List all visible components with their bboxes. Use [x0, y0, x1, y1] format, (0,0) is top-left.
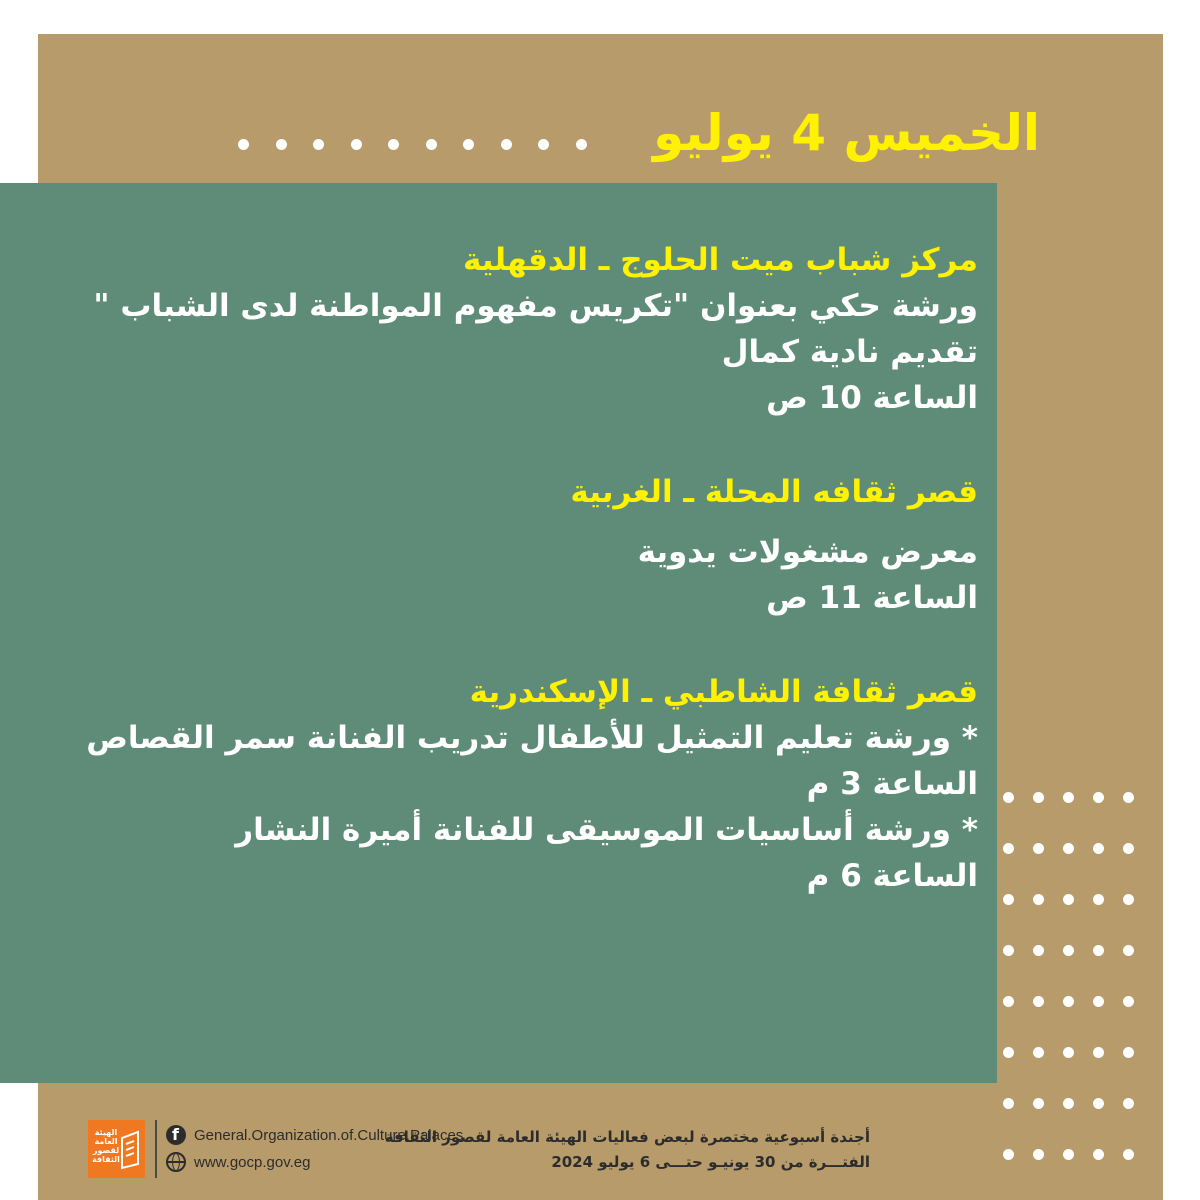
decorative-dot	[1003, 894, 1014, 905]
decorative-dot	[1033, 945, 1044, 956]
decorative-dot	[1033, 792, 1044, 803]
decorative-dot	[1003, 1149, 1014, 1160]
decorative-dot	[1033, 1047, 1044, 1058]
gocp-logo	[88, 1120, 145, 1178]
decorative-dots-grid	[1003, 792, 1143, 1172]
decorative-dot	[1063, 1047, 1074, 1058]
globe-icon	[166, 1152, 186, 1172]
decorative-dot	[1093, 996, 1104, 1007]
decorative-dot	[1093, 792, 1104, 803]
event-time: الساعة 6 م	[806, 858, 978, 894]
decorative-dot	[1093, 1047, 1104, 1058]
decorative-dot	[1003, 843, 1014, 854]
event-line: * ورشة أساسيات الموسيقى للفنانة أميرة النشار	[235, 812, 978, 848]
decorative-dot	[1093, 1098, 1104, 1109]
event-block	[78, 237, 978, 421]
decorative-dot	[1123, 945, 1134, 956]
decorative-dot	[1033, 1149, 1044, 1160]
decorative-dot	[1123, 792, 1134, 803]
decorative-dot	[1003, 996, 1014, 1007]
event-line: تقديم نادية كمال	[721, 334, 978, 370]
event-time: الساعة 3 م	[806, 766, 978, 802]
decorative-dot	[1123, 843, 1134, 854]
event-time: الساعة 10 ص	[766, 380, 978, 416]
decorative-dot	[1003, 1098, 1014, 1109]
decorative-dot	[576, 139, 587, 150]
day-title	[620, 104, 1040, 184]
facebook-icon	[166, 1125, 186, 1145]
decorative-dot	[1093, 843, 1104, 854]
event-time: الساعة 11 ص	[766, 580, 978, 616]
decorative-dot	[1123, 996, 1134, 1007]
event-venue: قصر ثقافه المحلة ـ الغربية	[570, 474, 978, 510]
decorative-dot	[1003, 792, 1014, 803]
decorative-dot	[1093, 945, 1104, 956]
decorative-dot	[1123, 1149, 1134, 1160]
decorative-dot	[238, 139, 249, 150]
decorative-dot	[1123, 894, 1134, 905]
decorative-dot	[1033, 1098, 1044, 1109]
website-link[interactable]	[166, 1149, 310, 1175]
decorative-dot	[1063, 1098, 1074, 1109]
decorative-dot	[1123, 1047, 1134, 1058]
decorative-dots-row	[238, 139, 583, 151]
decorative-dot	[1003, 1047, 1014, 1058]
decorative-dot	[463, 139, 474, 150]
event-venue: مركز شباب ميت الحلوج ـ الدقهلية	[462, 242, 978, 278]
facebook-page-text: General.Organization.of.Culture.Palaces	[194, 1126, 464, 1144]
event-block	[78, 469, 978, 621]
decorative-dot	[1033, 996, 1044, 1007]
decorative-dot	[538, 139, 549, 150]
decorative-dot	[1063, 843, 1074, 854]
decorative-dot	[313, 139, 324, 150]
decorative-dot	[388, 139, 399, 150]
logo-building-icon	[88, 1120, 145, 1178]
decorative-dot	[1003, 945, 1014, 956]
decorative-dot	[1093, 894, 1104, 905]
decorative-dot	[1063, 996, 1074, 1007]
spacer	[78, 621, 978, 669]
spacer	[78, 515, 978, 529]
decorative-dot	[426, 139, 437, 150]
events-list	[78, 237, 978, 899]
logo-text: الهيئة العامة لقصور الثقافة	[92, 1128, 120, 1164]
footer-divider	[155, 1120, 157, 1178]
decorative-dot	[1123, 1098, 1134, 1109]
decorative-dot	[351, 139, 362, 150]
website-text: www.gocp.gov.eg	[194, 1153, 311, 1171]
decorative-dot	[276, 139, 287, 150]
decorative-dot	[1063, 792, 1074, 803]
decorative-dot	[1033, 894, 1044, 905]
decorative-dot	[501, 139, 512, 150]
agenda-title: أجندة أسبوعية مختصرة لبعض فعاليات الهيئة العامة لقصور الثقافة	[384, 1128, 870, 1146]
decorative-dot	[1033, 843, 1044, 854]
event-line: * ورشة تعليم التمثيل للأطفال تدريب الفنانة سمر القصاص	[86, 720, 978, 756]
event-line: معرض مشغولات يدوية	[637, 534, 978, 570]
day-title-text: الخميس 4 يوليو	[653, 104, 1040, 162]
decorative-dot	[1063, 894, 1074, 905]
agenda-period: الفتـــرة من 30 يونيـو حتـــى 6 يوليو 2024	[551, 1153, 870, 1171]
event-venue: قصر ثقافة الشاطبي ـ الإسكندرية	[469, 674, 978, 710]
decorative-dot	[1063, 945, 1074, 956]
spacer	[78, 421, 978, 469]
event-block	[78, 669, 978, 899]
decorative-dot	[1063, 1149, 1074, 1160]
decorative-dot	[1093, 1149, 1104, 1160]
event-line: ورشة حكي بعنوان "تكريس مفهوم المواطنة لدى الشباب "	[93, 288, 978, 324]
